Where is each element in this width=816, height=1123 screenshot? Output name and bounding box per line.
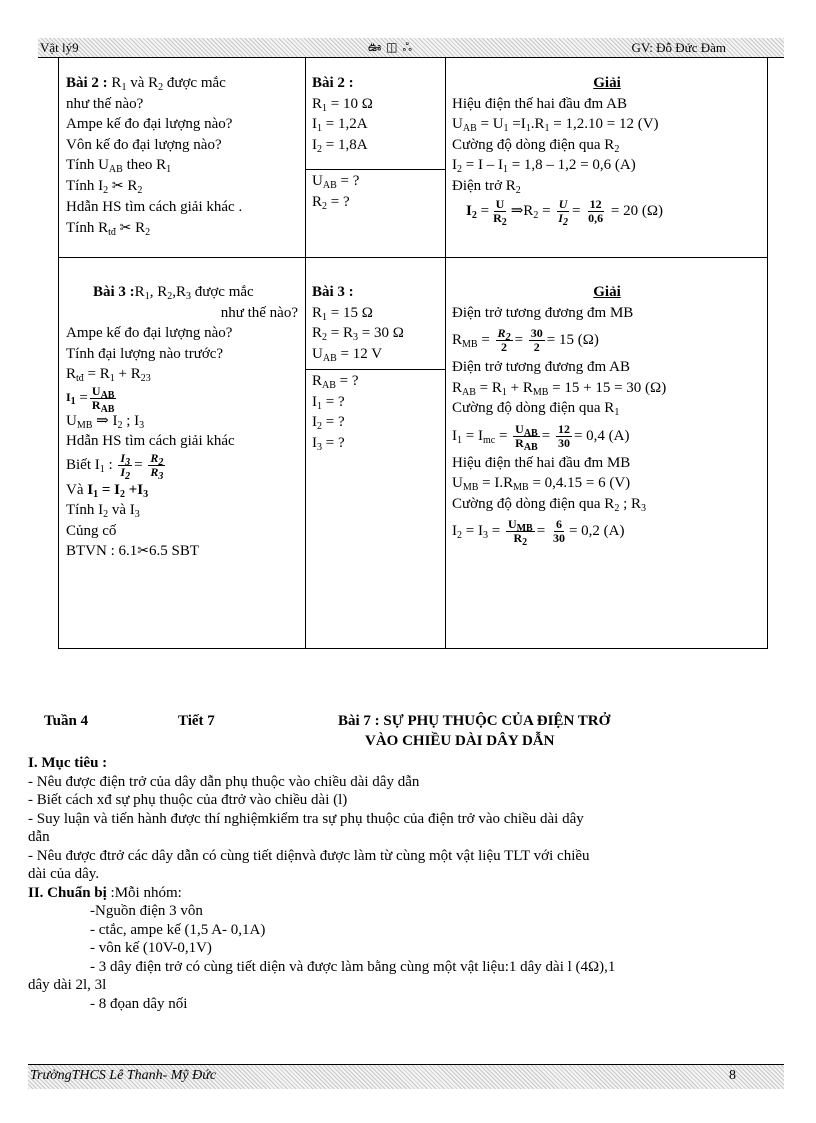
header-teacher: GV: Đỗ Đức Đàm (631, 40, 726, 55)
row1-teacher-questions: Bài 2 : $R_1$ và $R_2$ được mắc như thế nào? Ampe kế đo đại lượng nào? Vôn kế đo đại lượng nào? Tính $U_{AB}$ theo $R_1$ Tính $I_2$ ✂ $R_2$ Hdẫn HS tìm cách giải khác . Tính $R_{tđ}$ ✂ $R_2$ (66, 75, 243, 238)
exercise-title: Bài 2 : (312, 75, 354, 91)
question-line: như thế nào? (66, 95, 144, 112)
row1-solution: Giải Hiệu điện thế hai đầu đm AB $U_{AB} = U_1 =I_1.R_1 = 1,2.10 = 12$ (V) Cường độ dòng điện qua $R_2$ $I_2 = I - I_1 = 1,8 - 1,2 = 0,6$ (A) Điện trở $R_2$ $I_2$ = $\frac{U}{R_2}$ $\Rightarrow R_2$ = $\frac{U}{I_2}$ = $\frac{12}{0,6}$ = 20 (Ω) (452, 73, 762, 225)
scissors-icon: ✂ (137, 544, 149, 559)
question-line: Ampe kế đo đại lượng nào? (66, 116, 233, 132)
given-find-divider (306, 169, 445, 170)
section-heading: I. Mục tiêu : (28, 755, 108, 771)
objective-line: - Nêu được điện trở của dây dẫn phụ thuộc vào chiều dài dây dẫn (28, 773, 420, 790)
row2-find: $R_{AB}$ = ? $I_1$ = ? $I_2$ = ? $I_3$ = ? (312, 373, 359, 453)
row2-teacher-questions: Bài 3 $:R_1$, $R_2,R_3$ được mắc như thế nào? Ampe kế đo đại lượng nào? Tính đại lượng nào trước? $R_{tđ} = R_1 + R_{23}$ $I_1$ = $\frac{U_{AB}}{R_{AB}}$ $U_{MB}$ ⇒ $I_2$ ; $I_3$ Hdẫn HS tìm cách giải khác Biết $I_1$ : $\frac{I_3}{I_2}$ = $\frac{R_2}{R_3}$ Và $I_1 = I_2 +I_3$ Tính $I_2$ và $I_3$ Củng cố BTVN : 6.1✂6.5 SBT (66, 284, 298, 559)
prep-line: - ctắc, ampe kế (1,5 A- 0,1A) (90, 921, 266, 938)
exercise-title: Bài 2 : (66, 75, 108, 91)
page-header (38, 38, 784, 58)
week-label: Tuần 4 (44, 713, 89, 729)
question-line: Vôn kế đo đại lượng nào? (66, 136, 222, 153)
exercise-title: Bài 3 : (312, 284, 354, 300)
lesson-table (58, 57, 768, 649)
objective-line: dẫn (28, 829, 50, 845)
prep-line: dây dài 2l, 3l (28, 977, 107, 993)
page-number: 8 (729, 1068, 736, 1083)
question-line: Tính $I_2$ ✂ $R_2$ (66, 177, 143, 196)
objective-line: - Suy luận và tiến hành được thí nghiệmkiểm tra sự phụ thuộc của điện trở vào chiều dài dây (28, 810, 584, 827)
lesson-section: Tuần 4 Tiết 7 Bài 7 : SỰ PHỤ THUỘC CỦA ĐIỆN TRỞ VÀO CHIỀU DÀI DÂY DẪN I. Mục tiêu : - Nêu được điện trở của dây dẫn phụ thuộc vào chiều dài dây dẫn - Biết cách xđ sự phụ thuộc của đtrở vào chiều dài (l) - Suy luận và tiến hành được thí nghiệmkiểm tra sự phụ thuộc của điện trở vào chiều dài dây dẫn - Nêu được đtrở các dây dẫn có cùng tiết diệnvà được làm từ cùng một vật liệu TLT với chiều dài của dây. II. Chuẩn bị :Mỗi nhóm: -Nguồn điện 3 vôn - ctắc, ampe kế (1,5 A- 0,1A) - vôn kế (10V-0,1V) - 3 dây điện trở có cùng tiết diện và được làm bằng cùng một vật liệu:1 dây dài l (4Ω),1 dây dài 2l, 3l - 8 đọan dây nối (28, 712, 788, 1013)
question-line: Tính $U_{AB}$ theo $R_1$ (66, 157, 172, 175)
given-find-divider (306, 369, 445, 370)
formula-r2: $I_2$ = $\frac{U}{R_2}$ $\Rightarrow R_2$ = $\frac{U}{I_2}$ = $\frac{12}{0,6}$ = 20 (Ω) (466, 197, 664, 228)
solution-title: Giải (593, 284, 621, 300)
prep-line: - 3 dây điện trở có cùng tiết diện và được làm bằng cùng một vật liệu:1 dây dài l (4Ω),1 (90, 958, 616, 975)
footer-school: TrườngTHCS Lê Thanh- Mỹ Đức (30, 1068, 217, 1083)
section-heading: II. Chuẩn bị (28, 884, 107, 901)
objective-line: - Biết cách xđ sự phụ thuộc của đtrở vào chiều dài (l) (28, 792, 348, 808)
period-label: Tiết 7 (178, 713, 215, 729)
solution-title: Giải (593, 75, 621, 91)
row1-given: Bài 2 : $R_1 = 10$ Ω $I_1 = 1,2A$ $I_2 = 1,8A$ (312, 75, 373, 155)
scissors-icon: ✂ (119, 220, 132, 236)
row1-find: $U_{AB}$ = ? $R_2$ = ? (312, 173, 360, 212)
row2-solution: Giải Điện trở tương đương đm MB $R_{MB}$ = $\frac{R_2}{2}$ = $\frac{30}{2}$ = 15 (Ω) Điện trở tương đương đm AB $R_{AB} = R_1 + R_{MB} = 15 + 15 = 30$ (Ω) Cường độ dòng điện qua $R_1$ $I_1 = I_{mc}$ = $\frac{U_{AB}}{R_{AB}}$ = $\frac{12}{30}$ = 0,4 (A) Hiệu điện thế hai đầu đm MB $U_{MB} = I.R_{MB} = 0,4.15 = 6$ (V) Cường độ dòng điện qua $R_2$ ; $R_3$ $I_2 = I_3$ = $\frac{U_{MB}}{R_2}$ = $\frac{6}{30}$ = 0,2 (A) (452, 282, 762, 548)
question-line: Hdẫn HS tìm cách giải khác . (66, 199, 243, 215)
page-footer (28, 1064, 784, 1089)
objective-line: dài của dây. (28, 866, 100, 882)
column-divider (445, 57, 446, 648)
exercise-title: Bài 3 : (93, 284, 135, 300)
header-subject: Vật lý9 (40, 40, 79, 55)
header-ornament: ఊ ◫ ஃ (368, 40, 413, 54)
lesson-title-row (28, 712, 788, 732)
row-divider (59, 257, 767, 258)
row2-given: Bài 3 : $R_1 = 15$ Ω $R_2 = R_3 = 30$ Ω $U_{AB} = 12$ V (312, 284, 404, 364)
lesson-title: Bài 7 : SỰ PHỤ THUỘC CỦA ĐIỆN TRỞ (338, 713, 611, 729)
solution-line: Hiệu điện thế hai đầu đm AB (452, 95, 627, 112)
prep-line: -Nguồn điện 3 vôn (90, 903, 203, 919)
lesson-subtitle: VÀO CHIỀU DÀI DÂY DẪN (365, 733, 555, 749)
column-divider (305, 57, 306, 648)
question-line: Tính $R_{tđ}$ ✂ $R_2$ (66, 219, 151, 238)
prep-line: - 8 đọan dây nối (90, 995, 188, 1012)
prep-line: - vôn kế (10V-0,1V) (90, 940, 212, 956)
objective-line: - Nêu được đtrở các dây dẫn có cùng tiết diệnvà được làm từ cùng một vật liệu TLT với chiều (28, 847, 590, 864)
scissors-icon: ✂ (111, 178, 124, 194)
